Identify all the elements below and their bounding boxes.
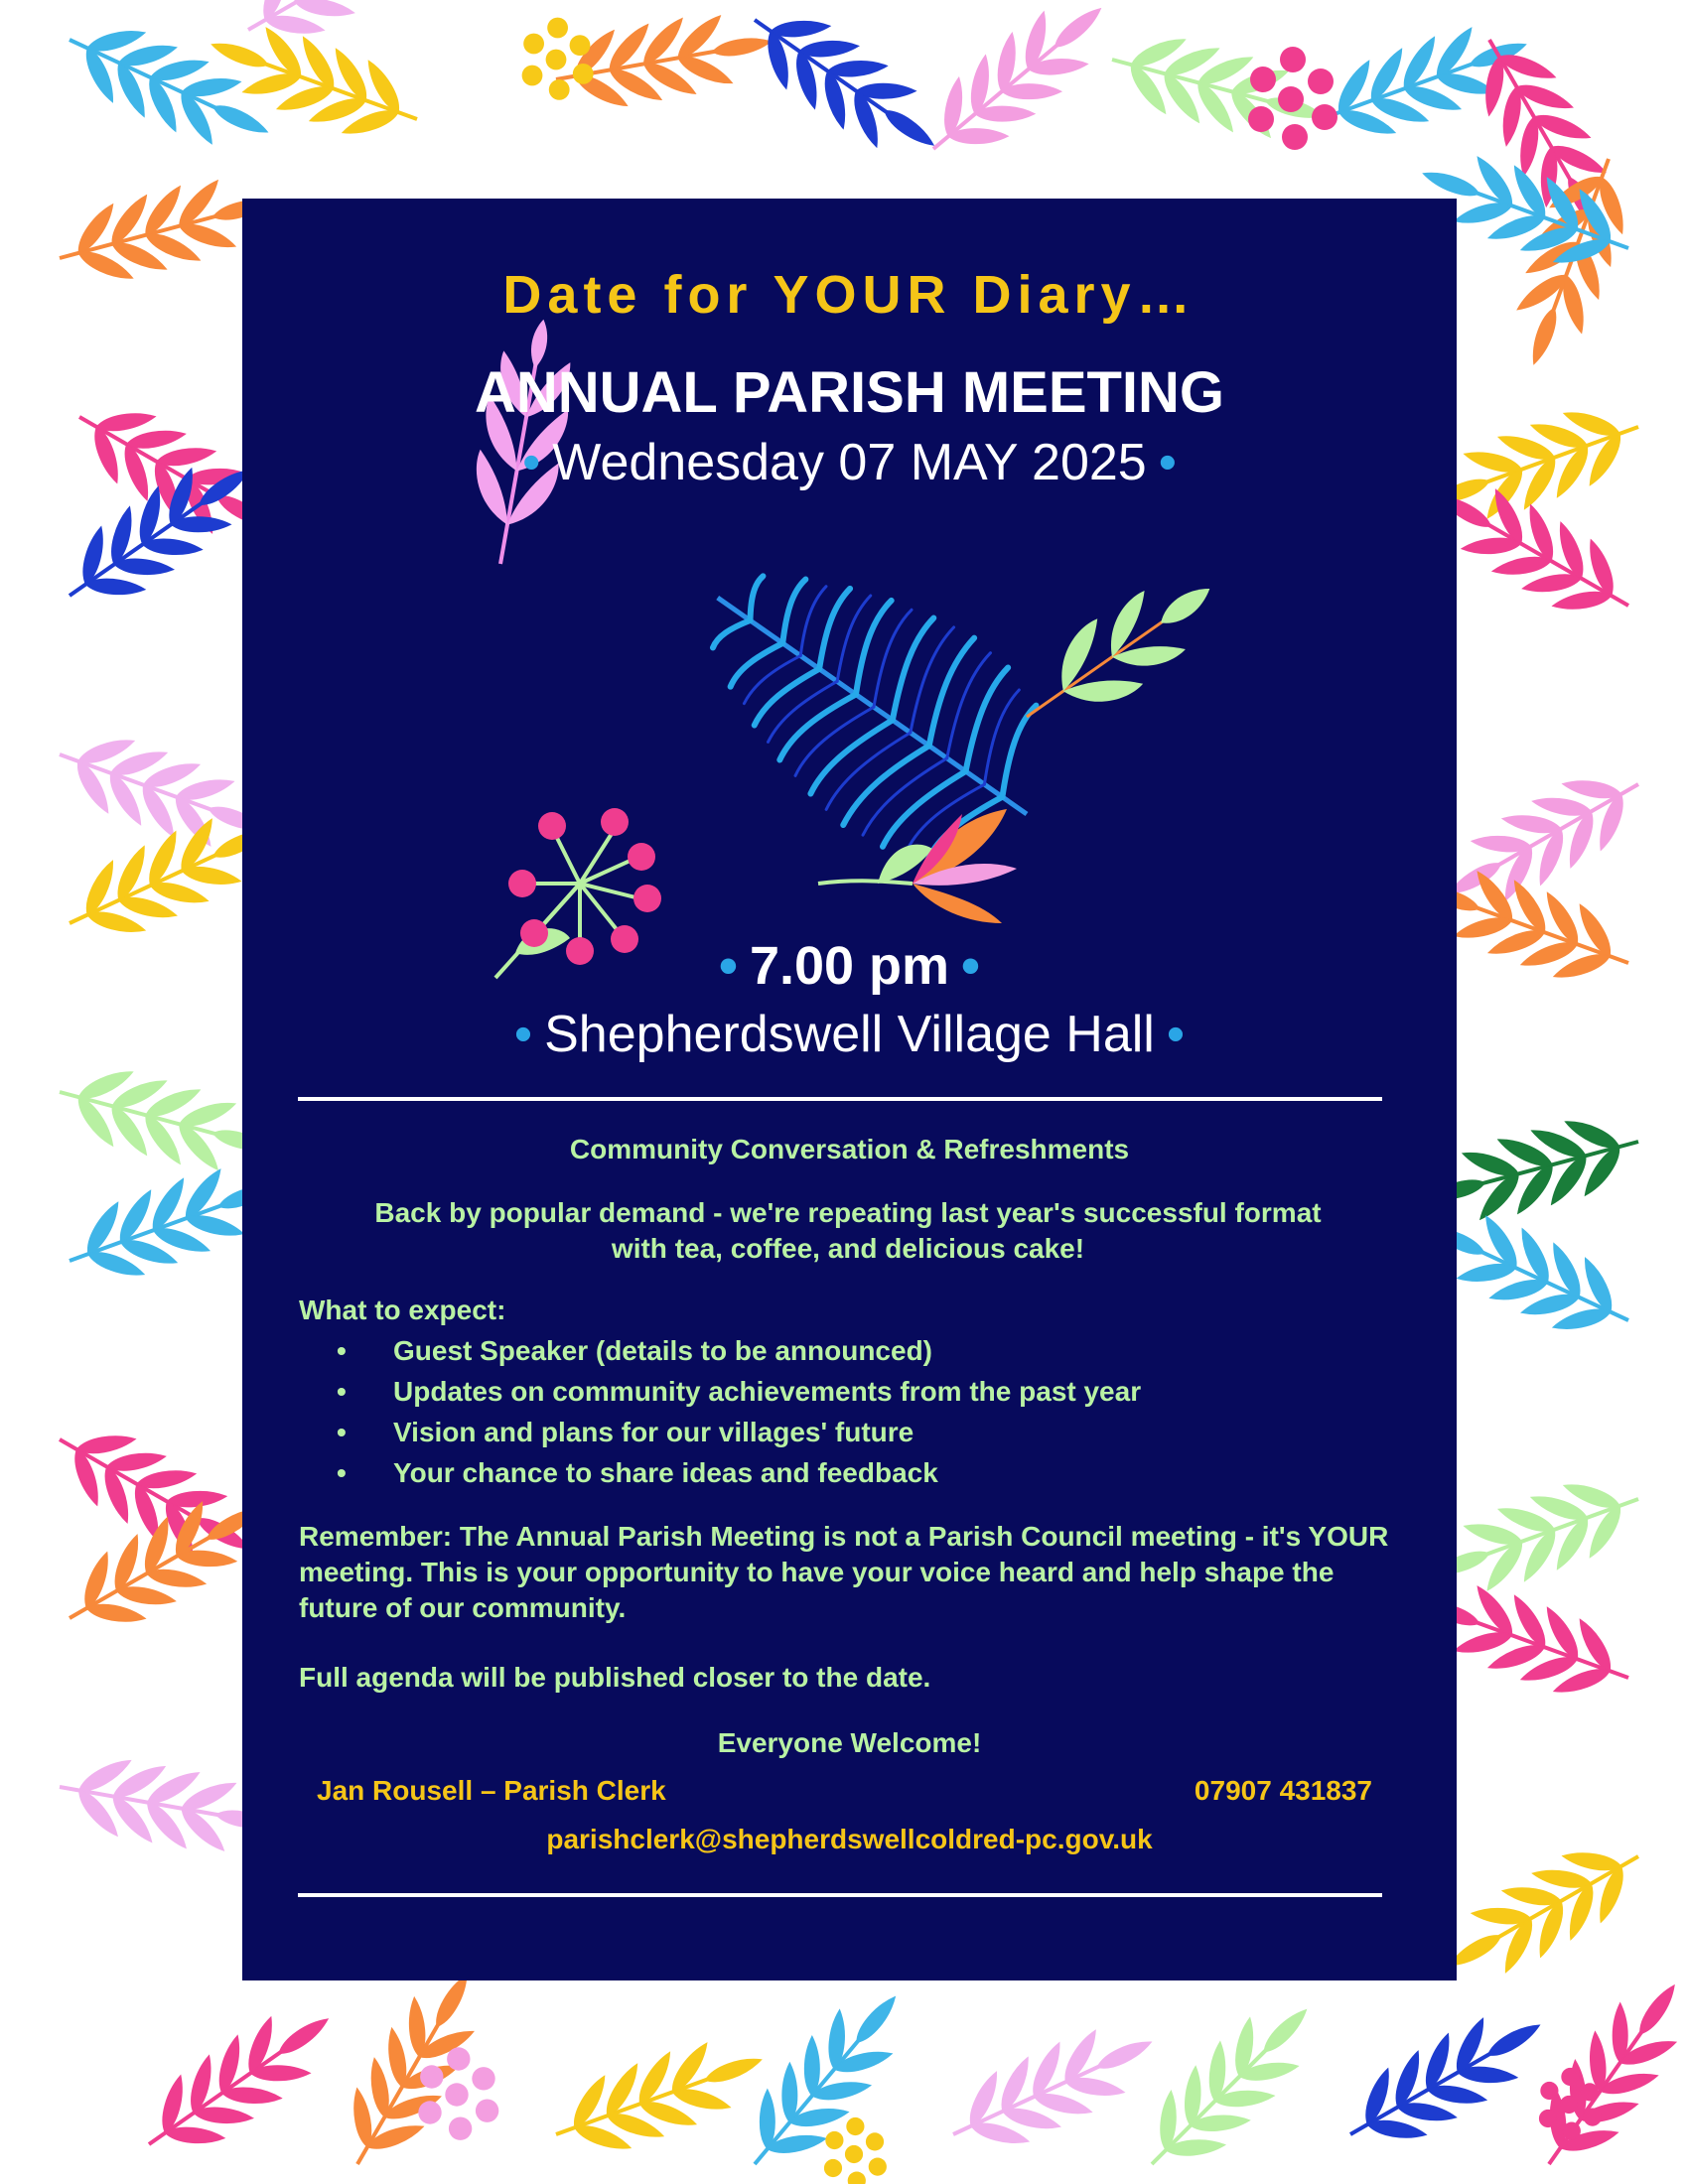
meeting-venue: Shepherdswell Village Hall xyxy=(544,1006,1155,1063)
meeting-venue-line xyxy=(242,1005,1457,1064)
divider-top xyxy=(298,1097,1382,1101)
clerk-email-link[interactable]: parishclerk@shepherdswellcoldred-pc.gov.uk xyxy=(546,1824,1153,1854)
intro-paragraph: Back by popular demand - we're repeating last year's successful format with tea, coffee, and delicious cake! xyxy=(374,1197,1322,1264)
green-leaf-sprig xyxy=(1003,555,1233,751)
bullet-dot-icon: • xyxy=(1166,1006,1186,1063)
expect-list xyxy=(337,1330,1141,1493)
welcome-note: Everyone Welcome! xyxy=(717,1727,982,1758)
clerk-phone: 07907 431837 xyxy=(1194,1775,1372,1806)
meeting-time: 7.00 pm xyxy=(749,936,950,996)
meeting-notice-panel xyxy=(242,199,1457,1980)
bullet-dot-icon: • xyxy=(961,936,980,996)
list-item xyxy=(337,1452,1141,1493)
meeting-time-line xyxy=(242,935,1457,997)
meeting-date: Wednesday 07 MAY 2025 xyxy=(552,434,1147,491)
list-item-text: Updates on community achievements from the past year xyxy=(393,1376,1142,1407)
remember-paragraph: Remember: The Annual Parish Meeting is not a Parish Council meeting - it's YOUR meeting. This is your opportunity to have your voice heard and help shape the future of our community. xyxy=(299,1521,1389,1623)
expect-label: What to expect: xyxy=(299,1295,506,1325)
bullet-dot-icon: • xyxy=(1158,434,1177,491)
bullet-icon: • xyxy=(337,1376,347,1407)
list-item-text: Vision and plans for our villages' future xyxy=(393,1417,914,1447)
meeting-title: ANNUAL PARISH MEETING xyxy=(474,360,1225,425)
clerk-name: Jan Rousell – Parish Clerk xyxy=(317,1775,666,1806)
list-item xyxy=(337,1412,1141,1452)
section-subheading: Community Conversation & Refreshments xyxy=(569,1134,1130,1164)
list-item-text: Guest Speaker (details to be announced) xyxy=(393,1335,933,1366)
divider-bottom xyxy=(298,1893,1382,1897)
blue-fern xyxy=(652,504,1092,907)
list-item-text: Your chance to share ideas and feedback xyxy=(393,1457,938,1488)
bullet-icon: • xyxy=(337,1457,347,1488)
bullet-dot-icon: • xyxy=(513,1006,533,1063)
bullet-icon: • xyxy=(337,1417,347,1447)
bullet-dot-icon: • xyxy=(719,936,738,996)
bullet-icon: • xyxy=(337,1335,347,1366)
bullet-dot-icon: • xyxy=(522,434,541,491)
agenda-note: Full agenda will be published closer to the date. xyxy=(299,1662,931,1693)
meeting-date-line xyxy=(242,433,1457,492)
diary-heading: Date for YOUR Diary… xyxy=(502,265,1196,325)
orange-tulip-flower xyxy=(818,809,1017,923)
list-item xyxy=(337,1330,1141,1371)
list-item xyxy=(337,1371,1141,1412)
